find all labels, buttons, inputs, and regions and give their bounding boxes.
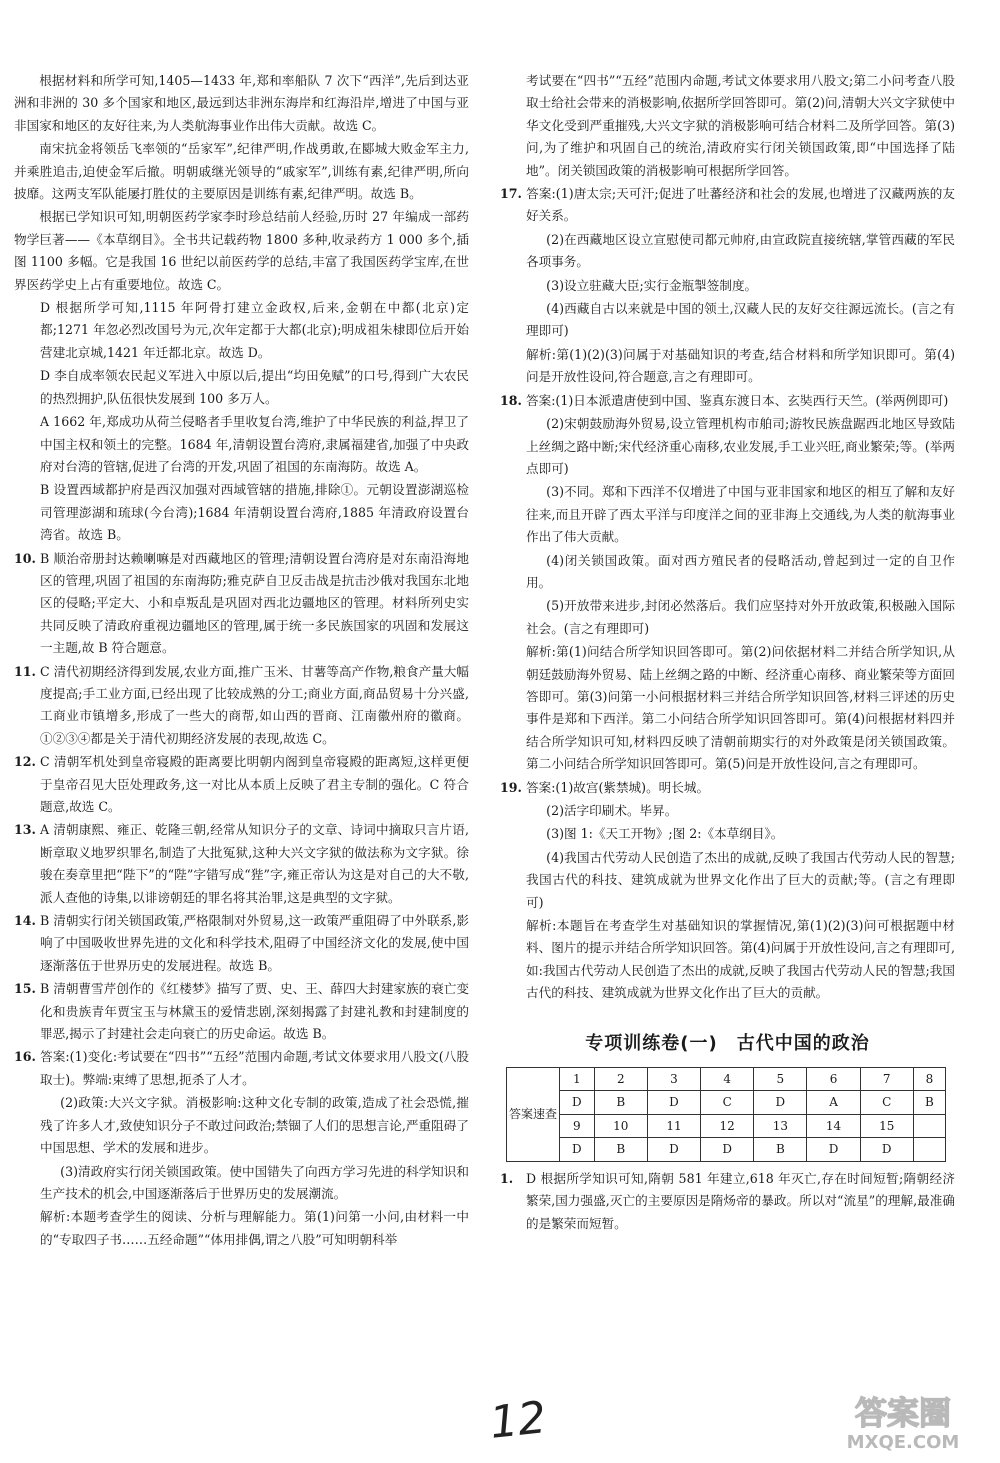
answer-table [506,1067,946,1162]
handwritten-page-number: 12 [487,1392,549,1449]
question-number: 14. [14,913,36,929]
paragraph [500,344,955,389]
answer-num: 4 [701,1068,754,1091]
paragraph [14,1161,469,1206]
paragraph-text: 解析:第(1)问结合所学知识回答即可。第(2)问依据材料二并结合所学知识,从朝廷鼓励海外贸易、陆上丝绸之路的中断、经济重心南移、商业繁荣等方面回答即可。第(3)问第一小问根据材料三并结合所学知识回答,材料三评述的历史事件是郑和下西洋。第二小问结合所学知识回答即可。第(4)问根据材料四并结合所学知识可知,材料四反映了清朝前期实行的对外政策是闭关锁国政策。第二小问结合所学知识回答即可。第(5)问是开放性设问,言之有理即可。 [526,644,955,772]
paragraph-text: C 清代初期经济得到发展,农业方面,推广玉米、甘薯等高产作物,粮食产量大幅度提高;手工业方面,已经出现了比较成熟的分工;商业方面,商品贸易十分兴盛,工商业市镇增多,形成了一些大的商帮,如山西的晋商、江南徽州府的徽商。①②③④都是关于清代初期经济发展的表现,故选 C。 [40,663,469,746]
question-number: 19. [500,779,522,795]
answer-value: C [701,1091,754,1114]
paragraph-text: 解析:本题旨在考查学生对基础知识的掌握情况,第(1)(2)(3)问可根据题中材料、图片的提示并结合所学知识回答。第(4)问属于开放性设问,言之有理即可,如:我国古代劳动人民创造了杰出的成就,反映了我国古代劳动人民的智慧;我国古代的科技、建筑成就为世界文化作出了巨大的贡献。 [526,918,955,1001]
answer-num: 2 [594,1068,647,1091]
answer-num: 13 [754,1114,807,1137]
right-column [500,70,955,1236]
paragraph [14,1092,469,1159]
answer-table-label: 答案速查 [507,1068,560,1162]
paragraph-text: 南宋抗金将领岳飞率领的“岳家军”,纪律严明,作战勇敢,在郾城大败金军主力,并乘胜追击,迫使金军后撤。明朝戚继光领导的“戚家军”,训练有素,纪律严明,所向披靡。这两支军队能屡打胜仗的主要原因是训练有素,纪律严明。故选 B。 [14,141,469,202]
answer-num: 12 [701,1114,754,1137]
answer-value: B [754,1138,807,1161]
paragraph [14,206,469,296]
answer-value: D [701,1138,754,1161]
paragraph [500,413,955,480]
paragraph [14,548,469,660]
paragraph [14,479,469,546]
paragraph-text: D 根据所学可知,1115 年阿骨打建立金政权,后来,金朝在中都(北京)定都;1271 年忽必烈改国号为元,次年定都于大都(北京);明成祖朱棣即位后开始营建北京城,1421 年迁都北京。故选 D。 [40,300,469,360]
answer-value: D [754,1091,807,1114]
answer-num [913,1114,945,1137]
answer-value [913,1138,945,1161]
answer-value: B [913,1091,945,1114]
paragraph [14,297,469,364]
answer-value: B [594,1138,647,1161]
paragraph [500,183,955,228]
answer-value: D [647,1138,700,1161]
question-number: 10. [14,550,36,566]
explanation-text: D 根据所学知识可知,隋朝 581 年建立,618 年灭亡,存在时间短暂;隋朝经济繁荣,国力强盛,灭亡的主要原因是隋炀帝的暴政。所以对“流星”的理解,最准确的是繁荣而短暂。 [526,1170,955,1231]
question-number: 17. [500,186,522,202]
paragraph [14,70,469,137]
paragraph [500,777,955,799]
paragraph-text: (4)闭关锁国政策。面对西方殖民者的侵略活动,曾起到过一定的自卫作用。 [526,552,955,590]
answer-num: 9 [560,1114,595,1137]
paragraph [14,411,469,478]
paragraph [500,481,955,548]
answer-num: 10 [594,1114,647,1137]
paragraph-text: 解析:本题考查学生的阅读、分析与理解能力。第(1)问第一小问,由材料一中的“专取四子书……五经命题”“体用排偶,谓之八股”可知明朝科举 [40,1209,469,1247]
watermark-text: 答案圈 [854,1394,952,1432]
left-column [14,70,469,1252]
question-number: 12. [14,754,36,770]
question-number: 11. [14,663,36,679]
paragraph-text: (4)西藏自古以来就是中国的领土,汉藏人民的友好交往源远流长。(言之有理即可) [526,301,955,339]
paragraph [14,819,469,909]
paragraph-text: D 李自成率领农民起义军进入中原以后,提出“均田免赋”的口号,得到广大农民的热烈拥护,队伍很快发展到 100 多万人。 [40,368,469,406]
right-paragraphs [500,70,955,1005]
paragraph-text: A 1662 年,郑成功从荷兰侵略者手里收复台湾,维护了中华民族的利益,捍卫了中国主权和领土的完整。1684 年,清朝设置台湾府,隶属福建省,加强了中央政府对台湾的管辖,促进了台湾的开发,巩固了祖国的东南海防。故选 A。 [40,414,469,474]
answer-num: 1 [560,1068,595,1091]
answer-value: A [807,1091,860,1114]
paragraph [500,298,955,343]
paragraph-text: B 清朝曹雪芹创作的《红楼梦》描写了贾、史、王、薛四大封建家族的衰亡变化和贵族青年贾宝玉与林黛玉的爱情悲剧,深刻揭露了封建礼教和封建制度的罪恶,揭示了封建社会走向衰亡的历史命运。故选 B。 [40,981,469,1042]
paragraph-text: 答案:(1)故宫(紫禁城)。明长城。 [526,779,710,795]
paragraph-text: B 清朝实行闭关锁国政策,严格限制对外贸易,这一政策严重阻碍了中外联系,影响了中国吸收世界先进的文化和科学技术,阻碍了中国经济文化的发展,使中国逐渐落伍于世界历史的发展进程。故选 B。 [40,913,469,973]
paragraph [500,595,955,640]
answer-value: D [647,1091,700,1114]
paragraph [500,390,955,412]
paragraph [14,661,469,751]
answer-num: 6 [807,1068,860,1091]
paragraph-text: C 清朝军机处到皇帝寝殿的距离要比明朝内阁到皇帝寝殿的距离短,这样更便于皇帝召见大臣处理政务,这一对比从本质上反映了君主专制的强化。C 符合题意,故选 C。 [40,754,469,814]
answer-value: D [860,1138,913,1161]
answer-num: 3 [647,1068,700,1091]
answer-num: 14 [807,1114,860,1137]
paragraph-text: (2)在西藏地区设立宣慰使司都元帅府,由宣政院直接统辖,掌管西藏的军民各项事务。 [526,231,955,270]
paragraph [500,275,955,297]
answer-value: D [560,1091,595,1114]
question-number: 16. [14,1049,36,1065]
paragraph [500,70,955,182]
question-number: 18. [500,392,522,408]
paragraph-text: (3)不同。郑和下西洋不仅增进了中国与亚非国家和地区的相互了解和友好往来,而且开辟了西太平洋与印度洋之间的亚非海上交通线,为人类的航海事业作出了伟大贡献。 [526,484,955,545]
answer-value: C [860,1091,913,1114]
paragraph-text: (3)清政府实行闭关锁国政策。使中国错失了向西方学习先进的科学知识和生产技术的机会,中国逐渐落后于世界历史的发展潮流。 [40,1163,469,1201]
paragraph [14,1046,469,1091]
watermark-url: MXQE.COM [846,1432,960,1453]
paragraph-text: 解析:第(1)(2)(3)问属于对基础知识的考查,结合材料和所学知识即可。第(4)问是开放性设问,符合题意,言之有理即可。 [526,346,955,385]
paragraph-text: (2)宋朝鼓励海外贸易,设立管理机构市舶司;游牧民族盘踞西北地区导致陆上丝绸之路中断;宋代经济重心南移,农业发展,手工业兴旺,商业繁荣;等。(举两点即可) [526,416,955,476]
answer-value: D [807,1138,860,1161]
paragraph-text: (5)开放带来进步,封闭必然落后。我们应坚持对外开放政策,积极融入国际社会。(言之有理即可) [526,598,955,636]
paragraph-text: 根据已学知识可知,明朝医药学家李时珍总结前人经验,历时 27 年编成一部药物学巨著——《本草纲目》。全书共记载药物 1800 多种,收录药方 1 000 多个,插图 1100 多幅。它是我国 16 世纪以前医药学的总结,丰富了我国医药学宝库,在世界医药学史上占有重要地位。故选 C。 [14,209,469,292]
watermark-logo [818,1388,988,1456]
paragraph-text: B 设置西域都护府是西汉加强对西域管辖的措施,排除①。元朝设置澎湖巡检司管理澎湖和琉球(今台湾);1684 年清朝设置台湾府,1885 年清政府设置台湾省。故选 B。 [40,482,469,543]
answer-num: 15 [860,1114,913,1137]
paragraph-text: (4)我国古代劳动人民创造了杰出的成就,反映了我国古代劳动人民的智慧;我国古代的科技、建筑成就为世界文化作出了巨大的贡献;等。(言之有理即可) [526,849,955,910]
paragraph-text: A 清朝康熙、雍正、乾隆三朝,经常从知识分子的文章、诗词中摘取只言片语,断章取义地罗织罪名,制造了大批冤狱,这种大兴文字狱的做法称为文字狱。徐骏在奏章里把“陛下”的“陛”字错写成“狴”字,雍正帝认为这是对自己的大不敬,派人查他的诗集,以诽谤朝廷的罪名将其治罪,这是典型的文字狱。 [40,822,469,905]
question-number: 15. [14,981,36,997]
paragraph [14,751,469,818]
paragraph-text: 考试要在“四书”“五经”范围内命题,考试文体要求用八股文;第二小问考查八股取士给社会带来的消极影响,依据所学回答即可。第(2)问,清朝大兴文字狱使中华文化受到严重摧残,大兴文字狱的消极影响可结合材料二及所学回答。第(3)问,为了维护和巩固自己的统治,清政府实行闭关锁国政策,即“中国选择了陆地”。闭关锁国政策的消极影响可根据所学回答。 [526,73,955,178]
paragraph [500,641,955,775]
question-number: 13. [14,822,36,838]
paragraph [14,1206,469,1251]
answer-value: D [560,1138,595,1161]
paragraph [14,365,469,410]
paragraph [500,847,955,914]
paragraph-text: (2)活字印刷术。毕昇。 [546,803,678,818]
paragraph-text: 答案:(1)唐太宗;天可汗;促进了吐蕃经济和社会的发展,也增进了汉藏两族的友好关系。 [526,186,955,224]
paragraph-text: B 顺治帝册封达赖喇嘛是对西藏地区的管理;清朝设置台湾府是对东南沿海地区的管理,巩固了祖国的东南海防;雅克萨自卫反击战是抗击沙俄对我国东北地区的侵略;平定大、小和卓叛乱是巩固对西北边疆地区的管理。材料所列史实共同反映了清政府重视边疆地区的管理,属于统一多民族国家的巩固和发展这一主题,故 B 符合题意。 [40,550,469,656]
section-title: 专项训练卷(一) 古代中国的政治 [585,1032,870,1054]
paragraph [500,823,955,845]
answer-num: 5 [754,1068,807,1091]
answer-value: B [594,1091,647,1114]
paragraph [14,910,469,977]
paragraph-text: (3)图 1:《天工开物》;图 2:《本草纲目》。 [546,826,784,842]
paragraph-text: 答案:(1)日本派遣唐使到中国、鉴真东渡日本、玄奘西行天竺。(举两例即可) [526,392,949,408]
paragraph-text: (2)政策:大兴文字狱。消极影响:这种文化专制的政策,造成了社会恐慌,摧残了许多人才,致使知识分子不敢过问政治;禁锢了人们的思想言论,严重阻碍了中国思想、学术的发展和进步。 [40,1095,469,1156]
question-number: 1. [500,1170,514,1186]
paragraph-text: (3)设立驻藏大臣;实行金瓶掣签制度。 [546,277,758,293]
paragraph [500,800,955,822]
answer-num: 7 [860,1068,913,1091]
paragraph-text: 答案:(1)变化:考试要在“四书”“五经”范围内命题,考试文体要求用八股文(八股取士)。弊端:束缚了思想,扼杀了人才。 [40,1049,469,1087]
paragraph [14,978,469,1045]
answer-explanation-1 [500,1168,955,1235]
paragraph [500,229,955,274]
answer-num: 8 [913,1068,945,1091]
paragraph-text: 根据材料和所学可知,1405—1433 年,郑和率船队 7 次下“西洋”,先后到达亚洲和非洲的 30 多个国家和地区,最远到达非洲东海岸和红海沿岸,增进了中国与亚非国家和地区的友好往来,为人类航海事业作出伟大贡献。故选 C。 [14,73,469,133]
paragraph [14,138,469,205]
answer-num: 11 [647,1114,700,1137]
paragraph [500,915,955,1005]
paragraph [500,550,955,595]
